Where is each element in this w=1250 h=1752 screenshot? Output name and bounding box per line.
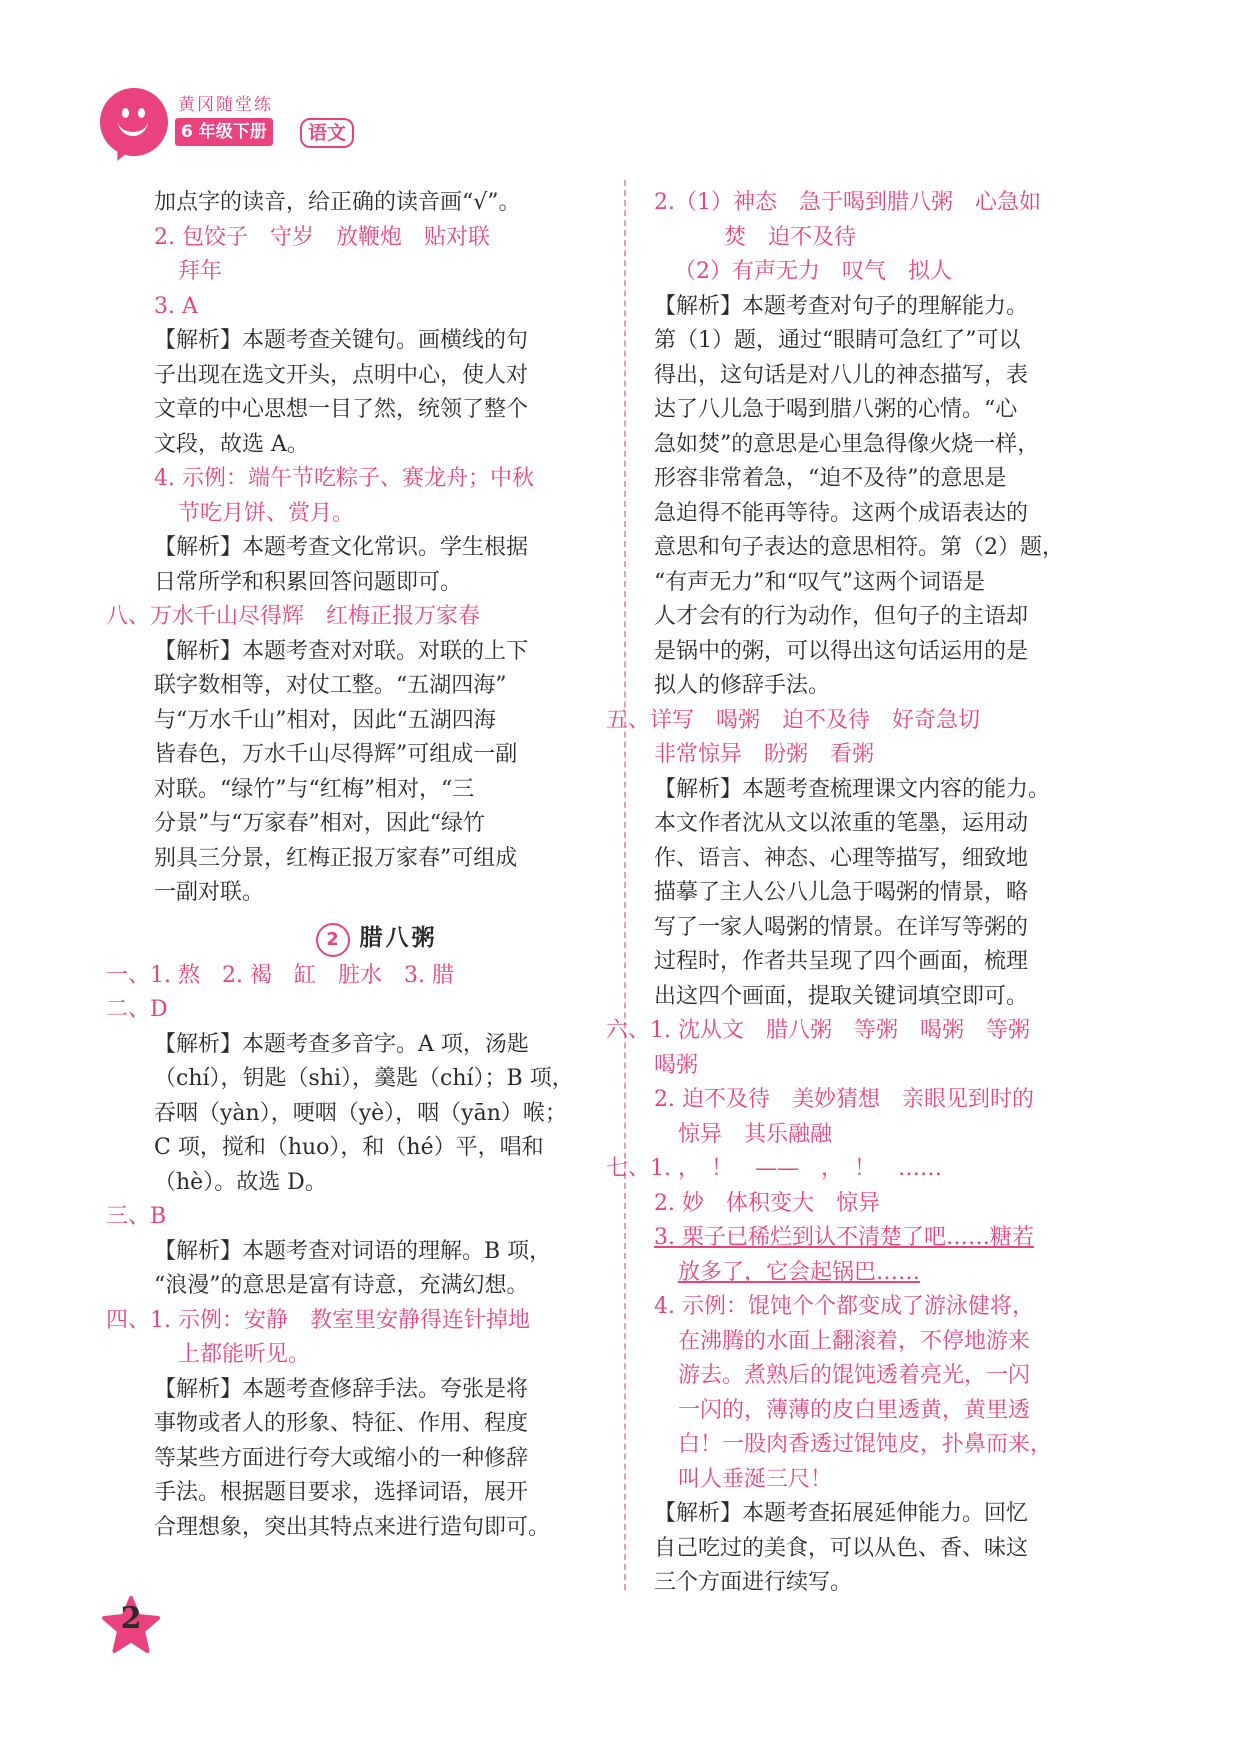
page-number-badge <box>100 1595 162 1657</box>
answer-line: 七、1. ， ！ —— ， ！ …… <box>606 1156 942 1181</box>
answer-line: 六、1. 沈从文 腊八粥 等粥 喝粥 等粥 <box>606 1018 1030 1043</box>
answer-line: 3. 栗子已稀烂到认不清楚了吧……糖若 <box>654 1225 1034 1250</box>
analysis-line: 达了八儿急于喝到腊八粥的心情。“心 <box>654 397 1018 422</box>
analysis-line: 合理想象，突出其特点来进行造句即可。 <box>154 1514 551 1540</box>
analysis-line: 过程时，作者共呈现了四个画面，梳理 <box>654 949 1029 974</box>
analysis-line: 本文作者沈从文以浓重的笔墨，运用动 <box>654 811 1029 836</box>
analysis-line: 事物或者人的形象、特征、作用、程度 <box>154 1411 529 1436</box>
analysis-line: “浪漫”的意思是富有诗意，充满幻想。 <box>154 1273 529 1298</box>
answer-line: 2.（1）神态 急于喝到腊八粥 心急如 <box>654 190 1041 215</box>
answer-line: 惊异 其乐融融 <box>678 1121 833 1147</box>
section-number-badge: 2 <box>316 923 350 957</box>
analysis-line: 【解析】本题考查文化常识。学生根据 <box>154 535 529 560</box>
answer-line: 非常惊异 盼粥 看粥 <box>654 742 875 767</box>
analysis-line: 吞咽（yàn），哽咽（yè），咽（yān）喉； <box>154 1100 567 1126</box>
answer-line: 4. 示例：馄饨个个都变成了游泳健将， <box>654 1294 1034 1319</box>
analysis-line: 是锅中的粥，可以得出这句话运用的是 <box>654 638 1029 664</box>
section-title-text: 腊八粥 <box>359 923 438 951</box>
answer-line: 2. 妙 体积变大 惊异 <box>654 1190 880 1216</box>
answer-line: 一、1. 熬 2. 褐 缸 脏水 3. 腊 <box>106 962 454 988</box>
subject-label: 语文 <box>300 118 354 148</box>
analysis-line: “有声无力”和“叹气”这两个词语是 <box>654 569 985 595</box>
answer-line: 节吃月饼、赏月。 <box>178 500 355 526</box>
answer-line: 四、1. 示例：安静 教室里安静得连针掉地 <box>106 1307 530 1333</box>
analysis-line: 急迫得不能再等待。这两个成语表达的 <box>654 500 1029 526</box>
answer-line: 白！一股肉香透过馄饨皮，扑鼻而来， <box>678 1432 1053 1457</box>
analysis-line: 等某些方面进行夸大或缩小的一种修辞 <box>154 1445 529 1471</box>
answer-line: 五、详写 喝粥 迫不及待 好奇急切 <box>606 707 981 733</box>
answer-line: 4. 示例：端午节吃粽子、赛龙舟；中秋 <box>154 466 534 491</box>
analysis-line: 子出现在选文开头，点明中心，使人对 <box>154 362 529 388</box>
analysis-line: 第（1）题，通过“眼睛可急红了”可以 <box>654 328 1021 353</box>
answer-line: 三、B <box>106 1204 167 1229</box>
analysis-line: 分景”与“万家春”相对，因此“绿竹 <box>154 811 485 836</box>
analysis-line: 日常所学和积累回答问题即可。 <box>154 569 463 595</box>
answer-line: 游去。煮熟后的馄饨透着亮光，一闪 <box>678 1363 1031 1388</box>
analysis-line: 对联。“绿竹”与“红梅”相对，“三 <box>154 776 475 802</box>
answer-line: 八、万水千山尽得辉 红梅正报万家春 <box>106 604 481 629</box>
analysis-line: 形容非常着急，“迫不及待”的意思是 <box>654 466 1007 491</box>
analysis-line: 出这四个画面，提取关键词填空即可。 <box>654 983 1029 1009</box>
analysis-line: 描摹了主人公八儿急于喝粥的情景，略 <box>654 880 1029 905</box>
analysis-line: 文章的中心思想一目了然，统领了整个 <box>154 397 529 422</box>
analysis-line: 写了一家人喝粥的情景。在详写等粥的 <box>654 914 1029 940</box>
answer-line: 在沸腾的水面上翻滚着，不停地游来 <box>678 1328 1031 1354</box>
answer-line: 2. 包饺子 守岁 放鞭炮 贴对联 <box>154 224 490 250</box>
answer-line: 焚 迫不及待 <box>724 224 857 250</box>
answer-line: 放多了，它会起锅巴…… <box>678 1259 921 1285</box>
analysis-line: 【解析】本题考查多音字。A 项，汤匙 <box>154 1031 529 1057</box>
analysis-line: 一副对联。 <box>154 880 265 905</box>
analysis-line: 急如焚”的意思是心里急得像火烧一样， <box>654 431 1040 457</box>
analysis-line: （chí），钥匙（shi），羹匙（chí）；B 项， <box>154 1066 574 1091</box>
answer-line: 二、D <box>106 997 168 1022</box>
right-column <box>606 186 1154 1601</box>
answer-line: 上都能听见。 <box>178 1342 311 1367</box>
analysis-line: 【解析】本题考查对对联。对联的上下 <box>154 638 529 664</box>
page-header <box>100 88 400 168</box>
analysis-line: 作、语言、神态、心理等描写，细致地 <box>654 845 1029 871</box>
analysis-line: 手法。根据题目要求，选择词语，展开 <box>154 1480 529 1505</box>
answer-line: 2. 迫不及待 美妙猜想 亲眼见到时的 <box>654 1087 1034 1112</box>
analysis-line: 联字数相等，对仗工整。“五湖四海” <box>154 673 507 698</box>
analysis-line: 【解析】本题考查修辞手法。夸张是将 <box>154 1376 529 1402</box>
page-number: 2 <box>120 1601 142 1636</box>
grade-label: 6 年级下册 <box>175 118 273 146</box>
analysis-line: 别具三分景，红梅正报万家春”可组成 <box>154 845 518 871</box>
analysis-line: 人才会有的行为动作，但句子的主语却 <box>654 604 1029 629</box>
analysis-line: 【解析】本题考查关键句。画横线的句 <box>154 328 529 353</box>
column-divider <box>624 180 626 1590</box>
answer-line: 3. A <box>154 293 198 319</box>
text-line: 加点字的读音，给正确的读音画“√”。 <box>154 190 521 215</box>
analysis-line: 皆春色，万水千山尽得辉”可组成一副 <box>154 742 518 767</box>
section-title <box>154 921 599 957</box>
analysis-line: 拟人的修辞手法。 <box>654 673 831 698</box>
answer-line: 喝粥 <box>654 1052 699 1078</box>
left-column <box>106 186 599 1545</box>
analysis-line: 【解析】本题考查对词语的理解。B 项， <box>154 1238 552 1264</box>
analysis-line: 【解析】本题考查拓展延伸能力。回忆 <box>654 1501 1029 1526</box>
analysis-line: 文段，故选 A。 <box>154 431 309 457</box>
analysis-line: 得出，这句话是对八儿的神态描写，表 <box>654 362 1029 388</box>
brand-name: 黄冈随堂练 <box>178 95 273 115</box>
answer-line: 叫人垂涎三尺！ <box>678 1466 833 1492</box>
analysis-line: 与“万水千山”相对，因此“五湖四海 <box>154 707 496 733</box>
analysis-line: 三个方面进行续写。 <box>654 1570 853 1595</box>
analysis-line: 【解析】本题考查对句子的理解能力。 <box>654 293 1029 319</box>
answer-line: 拜年 <box>178 259 223 284</box>
analysis-line: 意思和句子表达的意思相符。第（2）题， <box>654 535 1064 560</box>
analysis-line: （hè）。故选 D。 <box>154 1169 327 1195</box>
analysis-line: 【解析】本题考查梳理课文内容的能力。 <box>654 776 1051 802</box>
answer-line: 一闪的，薄薄的皮白里透黄，黄里透 <box>678 1397 1031 1423</box>
answer-line: （2）有声无力 叹气 拟人 <box>674 259 952 284</box>
analysis-line: 自己吃过的美食，可以从色、香、味这 <box>654 1535 1029 1561</box>
analysis-line: C 项，搅和（huo），和（hé）平，唱和 <box>154 1135 544 1160</box>
